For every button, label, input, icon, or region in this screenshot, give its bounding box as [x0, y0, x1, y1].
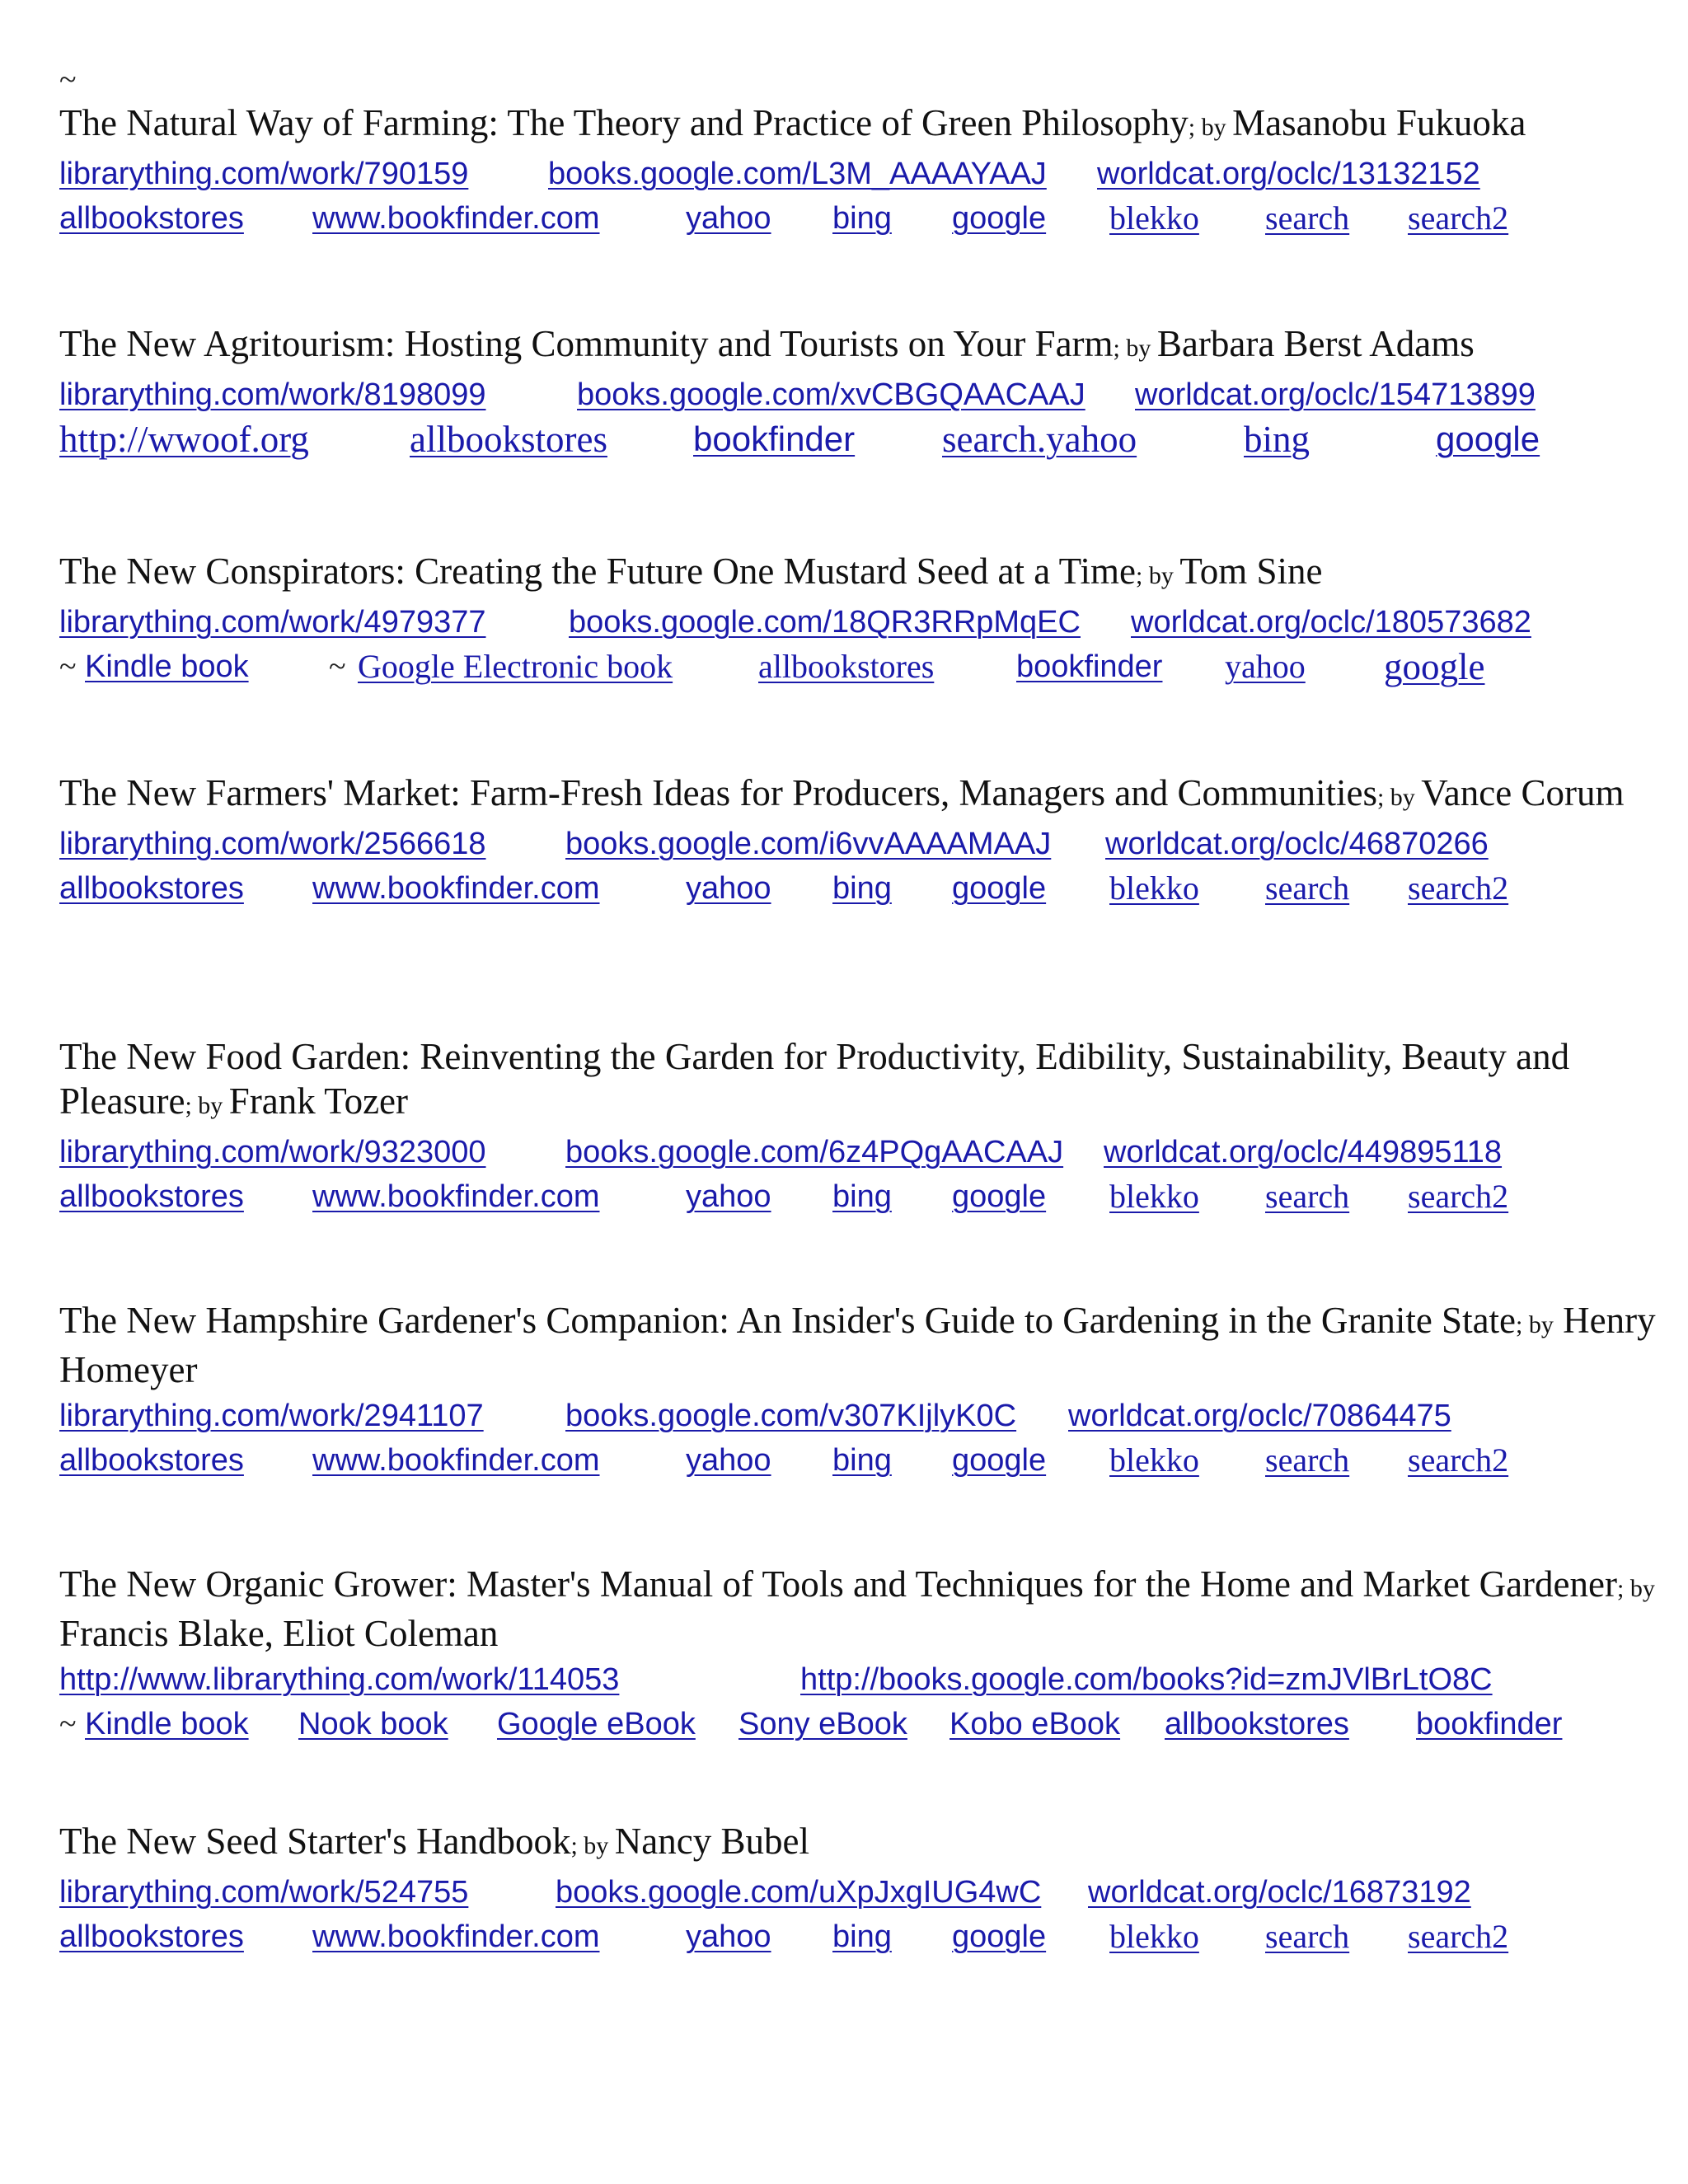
catalog-links-row: [59, 1870, 1667, 1915]
google-link[interactable]: google: [952, 1179, 1047, 1214]
search-link[interactable]: search: [1265, 1441, 1350, 1479]
book-entry: [59, 1819, 1667, 1959]
search2-link[interactable]: search2: [1408, 1918, 1509, 1955]
book-entry: [59, 1298, 1667, 1483]
book-title: The New Hampshire Gardener's Companion: An Insider's Guide to Gardening in the Granite State: [59, 1300, 1517, 1341]
tilde-mark: ~: [59, 649, 77, 684]
allbookstores-link[interactable]: allbookstores: [1165, 1707, 1349, 1741]
book-author: Francis Blake, Eliot Coleman: [59, 1613, 499, 1654]
search-links-row: [59, 1915, 1667, 1959]
allbookstores-link[interactable]: allbookstores: [59, 871, 244, 906]
book-entry: [59, 101, 1667, 241]
book-title: The New Conspirators: Creating the Future One Mustard Seed at a Time: [59, 551, 1137, 592]
bing-link[interactable]: bing: [832, 1443, 892, 1478]
book-entry: [59, 771, 1667, 911]
google-books-link[interactable]: http://books.google.com/books?id=zmJVlBrLtO8C: [800, 1662, 1493, 1697]
google-link[interactable]: google: [952, 1443, 1047, 1478]
catalog-links-row: [59, 1130, 1667, 1174]
blekko-link[interactable]: blekko: [1109, 1441, 1199, 1479]
blekko-link[interactable]: blekko: [1109, 869, 1199, 907]
search-links-row: [59, 196, 1667, 241]
allbookstores-link[interactable]: allbookstores: [59, 201, 244, 236]
book-title-line: [59, 1819, 1667, 1868]
bookfinder-link[interactable]: www.bookfinder.com: [312, 1179, 600, 1214]
book-title: The New Seed Starter's Handbook: [59, 1821, 571, 1862]
yahoo-link[interactable]: yahoo: [1225, 648, 1306, 685]
book-entry: [59, 1034, 1667, 1219]
google-books-link[interactable]: books.google.com/uXpJxgIUG4wC: [556, 1875, 1042, 1910]
bookfinder-link[interactable]: bookfinder: [693, 419, 856, 458]
search-link[interactable]: search: [1265, 1918, 1350, 1955]
wwoof-link[interactable]: http://wwoof.org: [59, 419, 309, 460]
allbookstores-link[interactable]: allbookstores: [59, 1919, 244, 1954]
nook-book-link[interactable]: Nook book: [298, 1707, 448, 1741]
librarything-link[interactable]: librarything.com/work/8198099: [59, 377, 486, 412]
bing-link[interactable]: bing: [832, 201, 892, 236]
catalog-links-row: [59, 822, 1667, 866]
search-link[interactable]: search: [1265, 199, 1350, 237]
by-label: ; by: [1516, 1311, 1554, 1338]
allbookstores-link[interactable]: allbookstores: [59, 1443, 244, 1478]
bing-link[interactable]: bing: [1244, 419, 1311, 460]
by-label: ; by: [1113, 335, 1157, 362]
librarything-link[interactable]: librarything.com/work/2566618: [59, 827, 486, 861]
google-link[interactable]: google: [1436, 419, 1540, 458]
blekko-link[interactable]: blekko: [1109, 199, 1199, 237]
google-ebook-link[interactable]: Google eBook: [497, 1707, 696, 1741]
by-label: ; by: [185, 1092, 229, 1119]
book-author: Tom Sine: [1179, 551, 1323, 592]
book-author: Henry Homeyer: [59, 1300, 1656, 1390]
search-links-row: [59, 417, 1667, 466]
yahoo-link[interactable]: yahoo: [686, 871, 771, 906]
worldcat-link[interactable]: worldcat.org/oclc/13132152: [1097, 157, 1480, 191]
book-title: The New Food Garden: Reinventing the Garden for Productivity, Edibility, Sustainability, Beauty and Pleasure: [59, 1036, 1570, 1122]
search-links-row: [59, 1174, 1667, 1219]
worldcat-link[interactable]: worldcat.org/oclc/46870266: [1105, 827, 1489, 861]
google-books-link[interactable]: books.google.com/i6vvAAAAMAAJ: [565, 827, 1052, 861]
google-ebook-link[interactable]: Google Electronic book: [358, 648, 673, 685]
kobo-ebook-link[interactable]: Kobo eBook: [950, 1707, 1121, 1741]
search-links-row: [59, 1438, 1667, 1483]
yahoo-link[interactable]: yahoo: [686, 1919, 771, 1954]
librarything-link[interactable]: librarything.com/work/9323000: [59, 1135, 486, 1169]
blekko-link[interactable]: blekko: [1109, 1178, 1199, 1215]
book-entry: [59, 549, 1667, 689]
bing-link[interactable]: bing: [832, 1179, 892, 1214]
book-title: The New Organic Grower: Master's Manual of Tools and Techniques for the Home and Market Gardener: [59, 1563, 1617, 1605]
librarything-link[interactable]: librarything.com/work/524755: [59, 1875, 469, 1910]
ebook-links-row: [59, 1702, 1667, 1746]
search2-link[interactable]: search2: [1408, 1178, 1509, 1215]
search2-link[interactable]: search2: [1408, 869, 1509, 907]
tilde-mark: ~: [329, 649, 346, 684]
bookfinder-link[interactable]: www.bookfinder.com: [312, 201, 600, 236]
search2-link[interactable]: search2: [1408, 1441, 1509, 1479]
book-author: Vance Corum: [1421, 772, 1625, 813]
google-books-link[interactable]: books.google.com/v307KIjlyK0C: [565, 1399, 1017, 1433]
search2-link[interactable]: search2: [1408, 199, 1509, 237]
by-label: ; by: [1376, 784, 1422, 811]
worldcat-link[interactable]: worldcat.org/oclc/16873192: [1088, 1875, 1471, 1910]
book-title: The New Agritourism: Hosting Community and Tourists on Your Farm: [59, 323, 1114, 364]
bing-link[interactable]: bing: [832, 871, 892, 906]
yahoo-link[interactable]: yahoo: [686, 1179, 771, 1214]
book-author: Barbara Berst Adams: [1156, 323, 1475, 364]
ebook-links-row: [59, 644, 1667, 689]
book-author: Nancy Bubel: [614, 1821, 809, 1862]
book-entry: [59, 1562, 1667, 1746]
book-title-line: [59, 321, 1667, 371]
google-books-link[interactable]: books.google.com/18QR3RRpMqEC: [569, 605, 1081, 640]
yahoo-link[interactable]: yahoo: [686, 1443, 771, 1478]
librarything-link[interactable]: librarything.com/work/2941107: [59, 1399, 484, 1433]
worldcat-link[interactable]: worldcat.org/oclc/154713899: [1135, 377, 1536, 412]
google-books-link[interactable]: books.google.com/xvCBGQAACAAJ: [577, 377, 1085, 412]
book-title-line: [59, 1298, 1667, 1392]
kindle-book-link[interactable]: Kindle book: [85, 649, 249, 684]
search-yahoo-link[interactable]: search.yahoo: [942, 419, 1137, 460]
bookfinder-link[interactable]: bookfinder: [1016, 649, 1163, 684]
worldcat-link[interactable]: worldcat.org/oclc/449895118: [1104, 1135, 1503, 1169]
catalog-links-row: [59, 1394, 1667, 1438]
book-title-line: [59, 549, 1667, 598]
worldcat-link[interactable]: worldcat.org/oclc/70864475: [1068, 1399, 1451, 1433]
allbookstores-link[interactable]: allbookstores: [758, 648, 935, 685]
book-entry: [59, 321, 1667, 466]
librarything-link[interactable]: librarything.com/work/790159: [59, 157, 469, 191]
catalog-links-row: [59, 373, 1667, 417]
book-author: Frank Tozer: [228, 1080, 408, 1122]
search-link[interactable]: search: [1265, 869, 1350, 907]
book-title-line: [59, 771, 1667, 820]
book-title: The New Farmers' Market: Farm-Fresh Ideas for Producers, Managers and Communities: [59, 772, 1377, 813]
search-link[interactable]: search: [1265, 1178, 1350, 1215]
book-title-line: [59, 101, 1667, 150]
google-link[interactable]: google: [1384, 646, 1485, 687]
sony-ebook-link[interactable]: Sony eBook: [738, 1707, 907, 1741]
book-author: Masanobu Fukuoka: [1232, 102, 1526, 143]
google-link[interactable]: google: [952, 871, 1047, 906]
librarything-link[interactable]: http://www.librarything.com/work/114053: [59, 1662, 620, 1697]
book-title: The Natural Way of Farming: The Theory and Practice of Green Philosophy: [59, 102, 1189, 143]
blekko-link[interactable]: blekko: [1109, 1918, 1199, 1955]
bookfinder-link[interactable]: bookfinder: [1416, 1707, 1563, 1741]
bing-link[interactable]: bing: [832, 1919, 892, 1954]
by-label: ; by: [570, 1832, 615, 1859]
google-link[interactable]: google: [952, 201, 1047, 236]
google-link[interactable]: google: [952, 1919, 1047, 1954]
google-books-link[interactable]: books.google.com/6z4PQgAACAAJ: [565, 1135, 1064, 1169]
book-title-line: [59, 1034, 1667, 1128]
kindle-book-link[interactable]: Kindle book: [85, 1707, 249, 1741]
search-links-row: [59, 866, 1667, 911]
google-books-link[interactable]: books.google.com/L3M_AAAAYAAJ: [548, 157, 1047, 191]
tilde-mark: ~: [59, 1707, 77, 1741]
catalog-links-row: [59, 600, 1667, 644]
bookfinder-link[interactable]: www.bookfinder.com: [312, 1443, 600, 1478]
by-label: ; by: [1188, 114, 1233, 141]
catalog-links-row: [59, 1657, 1667, 1702]
worldcat-link[interactable]: worldcat.org/oclc/180573682: [1131, 605, 1531, 640]
librarything-link[interactable]: librarything.com/work/4979377: [59, 605, 486, 640]
allbookstores-link[interactable]: allbookstores: [59, 1179, 244, 1214]
yahoo-link[interactable]: yahoo: [686, 201, 771, 236]
bookfinder-link[interactable]: www.bookfinder.com: [312, 871, 600, 906]
by-label: ; by: [1616, 1575, 1655, 1602]
allbookstores-link[interactable]: allbookstores: [410, 419, 607, 460]
page-tilde: ~: [59, 63, 77, 97]
catalog-links-row: [59, 152, 1667, 196]
by-label: ; by: [1136, 562, 1180, 589]
book-title-line: [59, 1562, 1667, 1656]
bookfinder-link[interactable]: www.bookfinder.com: [312, 1919, 600, 1954]
